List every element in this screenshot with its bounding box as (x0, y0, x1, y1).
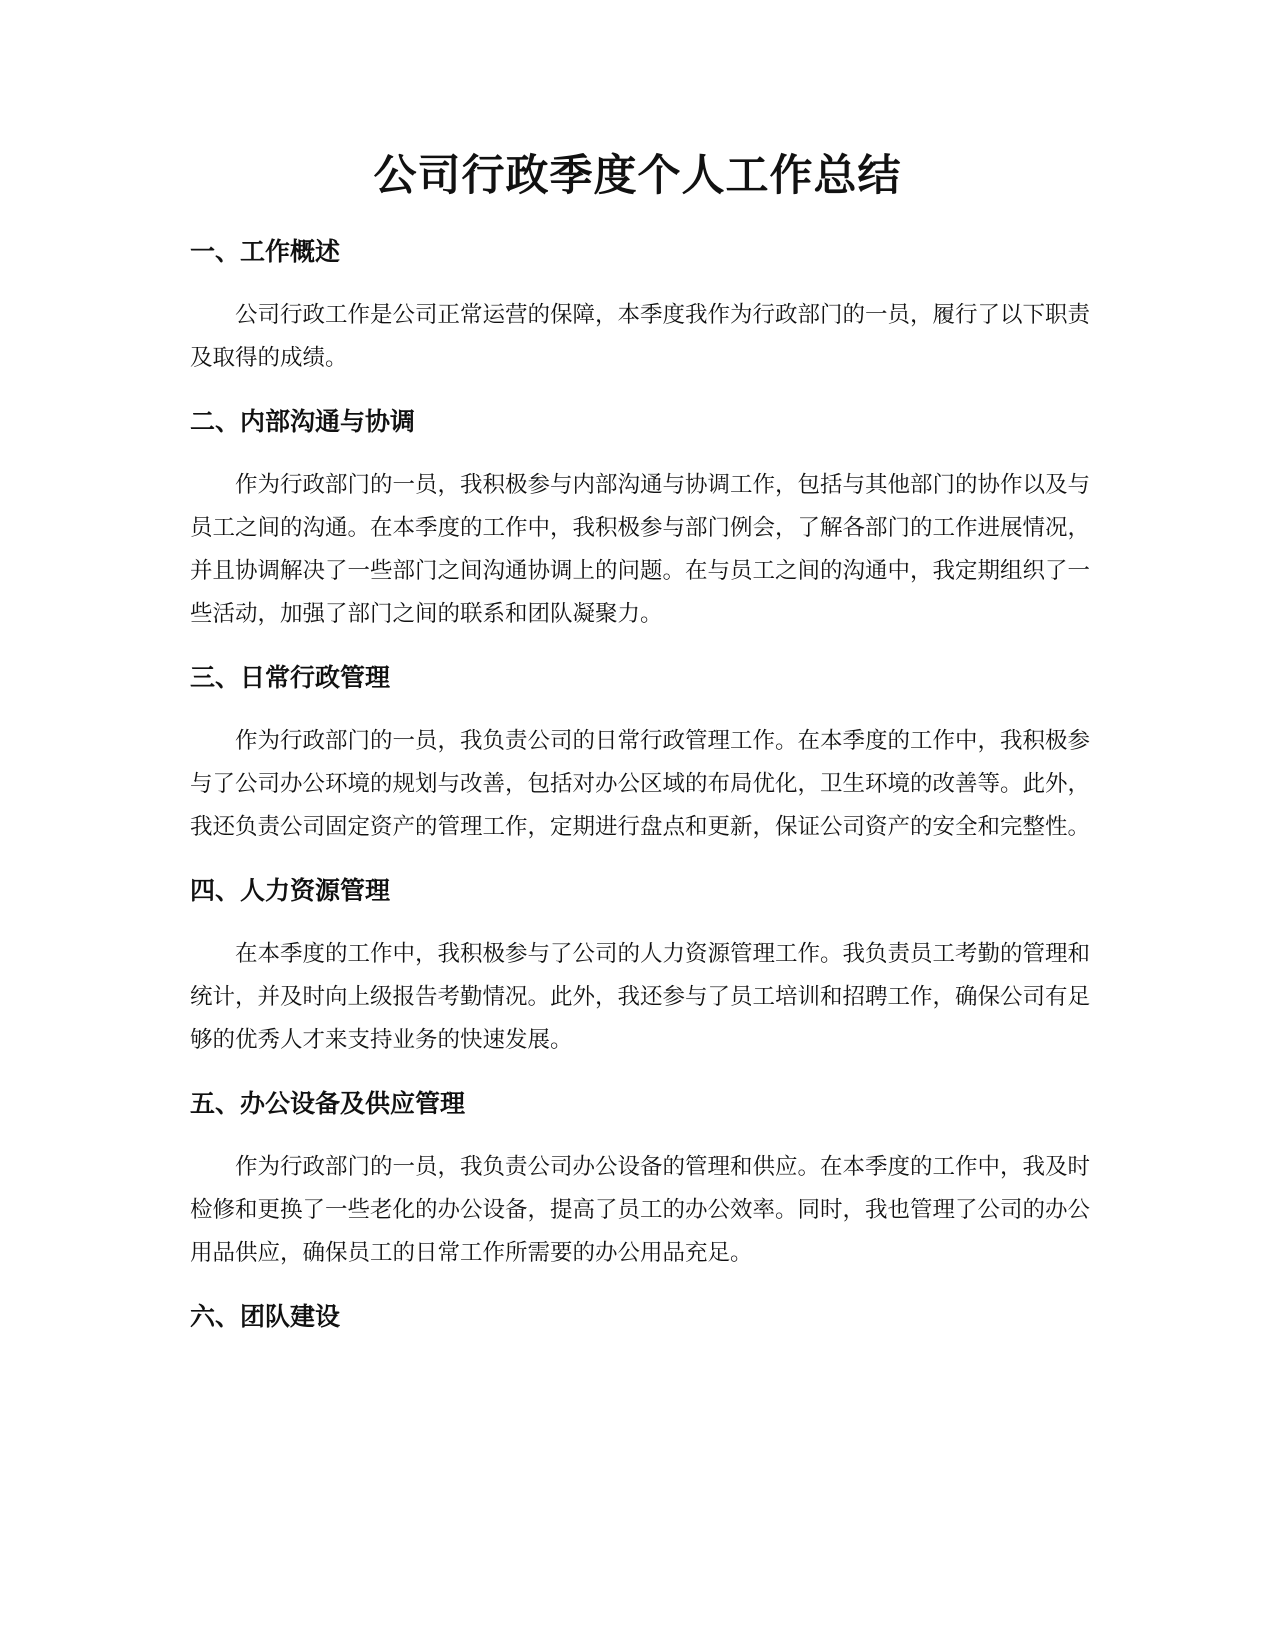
section-heading: 六、团队建设 (190, 1302, 341, 1331)
document-body (190, 232, 1090, 1359)
section-human-resources (190, 871, 1090, 1062)
section-paragraph: 作为行政部门的一员，我负责公司的日常行政管理工作。在本季度的工作中，我积极参与了公司办公环境的规划与改善，包括对办公区域的布局优化，卫生环境的改善等。此外，我还负责公司固定资产的管理工作，定期进行盘点和更新，保证公司资产的安全和完整性。 (190, 728, 1091, 840)
section-paragraph: 公司行政工作是公司正常运营的保障，本季度我作为行政部门的一员，履行了以下职责及取得的成绩。 (190, 302, 1091, 371)
page-title: 公司行政季度个人工作总结 (373, 151, 902, 201)
section-daily-admin (190, 658, 1090, 849)
section-team-building (190, 1297, 1090, 1337)
section-paragraph: 作为行政部门的一员，我积极参与内部沟通与协调工作，包括与其他部门的协作以及与员工之间的沟通。在本季度的工作中，我积极参与部门例会，了解各部门的工作进展情况，并且协调解决了一些部门之间沟通协调上的问题。在与员工之间的沟通中，我定期组织了一些活动，加强了部门之间的联系和团队凝聚力。 (190, 472, 1091, 627)
section-heading: 三、日常行政管理 (190, 663, 391, 692)
section-paragraph: 作为行政部门的一员，我负责公司办公设备的管理和供应。在本季度的工作中，我及时检修和更换了一些老化的办公设备，提高了员工的办公效率。同时，我也管理了公司的办公用品供应，确保员工的日常工作所需要的办公用品充足。 (190, 1154, 1091, 1266)
section-paragraph: 在本季度的工作中，我积极参与了公司的人力资源管理工作。我负责员工考勤的管理和统计，并及时向上级报告考勤情况。此外，我还参与了员工培训和招聘工作，确保公司有足够的优秀人才来支持业务的快速发展。 (190, 941, 1091, 1053)
section-office-equipment (190, 1084, 1090, 1275)
section-heading: 二、内部沟通与协调 (190, 407, 416, 436)
section-heading: 一、工作概述 (190, 237, 341, 266)
section-work-overview (190, 232, 1090, 380)
section-heading: 四、人力资源管理 (190, 876, 391, 905)
section-internal-communication (190, 402, 1090, 636)
section-heading: 五、办公设备及供应管理 (190, 1089, 466, 1118)
